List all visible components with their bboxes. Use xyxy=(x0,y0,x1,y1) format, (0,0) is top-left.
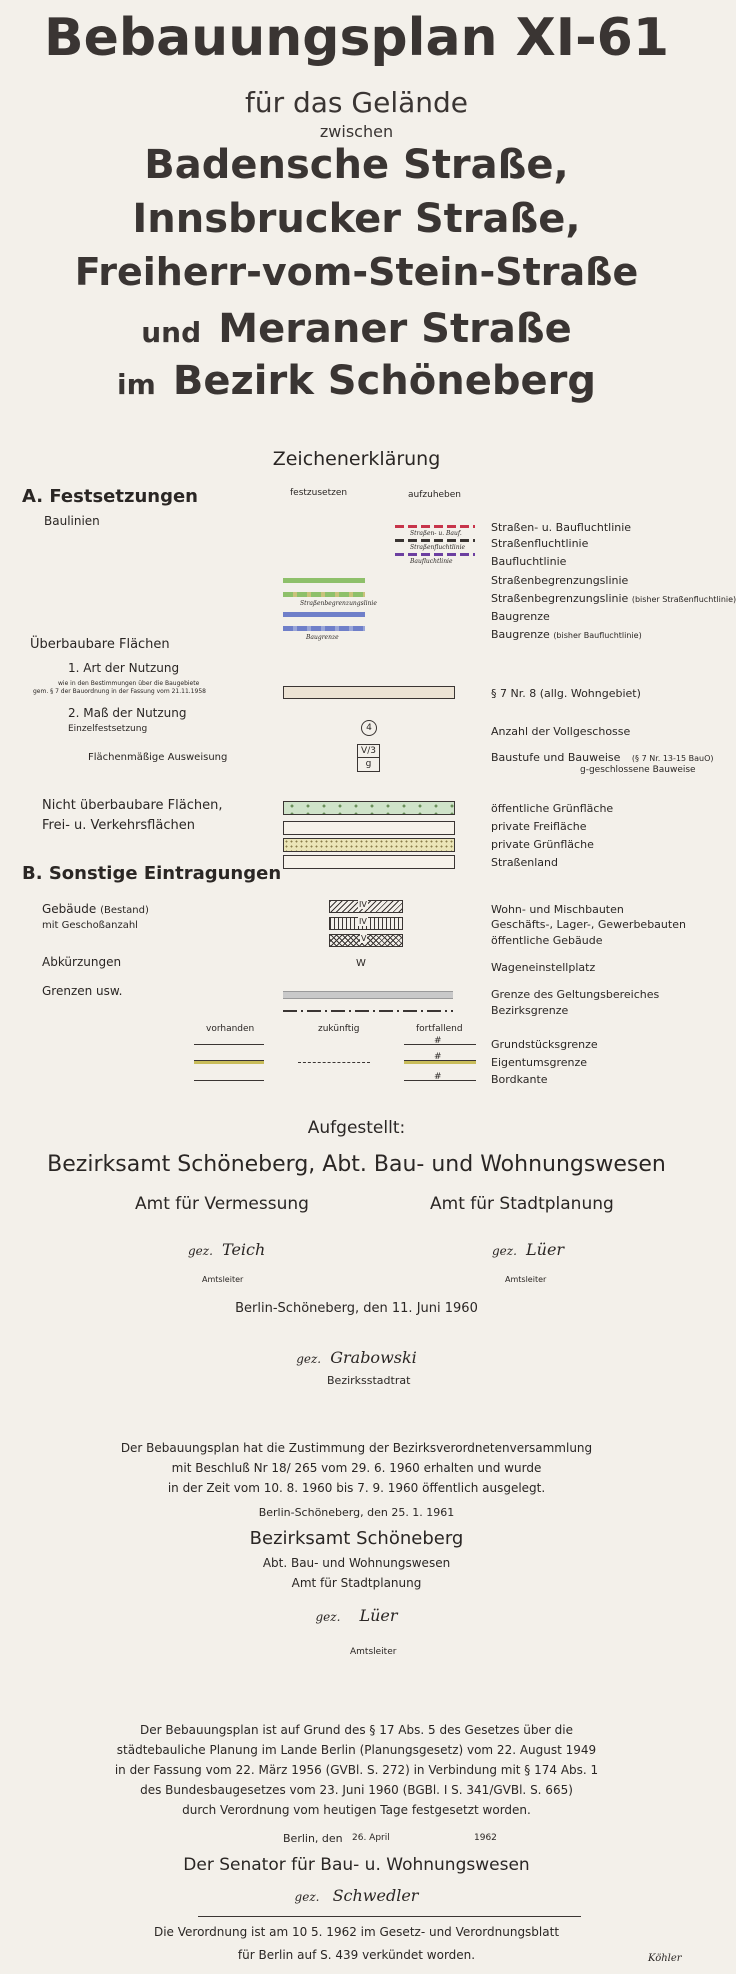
approval2-date: Berlin-Schöneberg, den 25. 1. 1961 xyxy=(258,1506,455,1519)
title-line-2: für das Gelände xyxy=(244,86,469,119)
approval2-office: Amt für Stadtplanung xyxy=(291,1576,422,1590)
symbol-strassenland xyxy=(283,855,455,869)
geb-number-2: IV xyxy=(359,917,367,926)
label-gewerbebauten: Geschäfts-, Lager-, Gewerbebauten xyxy=(491,918,686,931)
note-bisher-baufluchtlinie: (bisher Baufluchtlinie) xyxy=(553,631,642,640)
symbol-wohnbauten xyxy=(329,900,403,913)
tiny-aufzuheben-3: Baufluchtlinie xyxy=(410,558,453,565)
col-zukuenftig: zukünftig xyxy=(318,1024,360,1034)
label-strassenbegrenzungslinie: Straßenbegrenzungslinie xyxy=(491,574,629,587)
section-b-heading: B. Sonstige Eintragungen xyxy=(22,863,282,884)
role-bezirksstadtrat: Bezirksstadtrat xyxy=(327,1374,411,1387)
signature-lueer-2 xyxy=(0,1606,713,1625)
symbol-vollgeschosse: 4 xyxy=(361,720,377,736)
plan-title: Bebauungsplan XI-61 xyxy=(43,8,670,68)
footer-line-1: Die Verordnung ist am 10 5. 1962 im Gesetz- und Verordnungsblatt xyxy=(153,1925,560,1939)
bauweise-note: g-geschlossene Bauweise xyxy=(580,765,696,775)
symbol-geltungsbereich xyxy=(283,991,453,999)
signature-lueer xyxy=(492,1240,564,1259)
eigentum-zukuenftig xyxy=(298,1062,370,1063)
label-baugrenze-2 xyxy=(491,628,642,641)
art-note-1: wie in den Bestimmungen über die Baugebiete xyxy=(58,680,200,687)
role-amtsleiter-right: Amtsleiter xyxy=(505,1275,547,1284)
einzel-label: Einzelfestsetzung xyxy=(68,724,148,734)
gebaeude-heading xyxy=(42,902,149,916)
geb-number-3: V xyxy=(361,934,367,943)
label-wageneinstellplatz: Wageneinstellplatz xyxy=(491,961,596,974)
ueberbaubare-heading: Überbaubare Flächen xyxy=(30,637,170,652)
gez-teich: gez. xyxy=(188,1244,213,1258)
approval2-authority: Bezirksamt Schöneberg xyxy=(249,1528,464,1549)
baustufe-bottom: g xyxy=(365,759,372,769)
approval3-line-1: Der Bebauungsplan ist auf Grund des § 17 Abs. 5 des Gesetzes über die xyxy=(140,1723,573,1737)
tiny-festzusetzen-1: Straßenbegrenzungslinie xyxy=(300,600,377,607)
approval2-line-3: in der Zeit vom 10. 8. 1960 bis 7. 9. 1960 öffentlich ausgelegt. xyxy=(167,1481,546,1495)
signature-teich xyxy=(188,1240,265,1259)
label-private-freiflaeche: private Freifläche xyxy=(491,820,587,833)
signature-grabowski xyxy=(0,1348,713,1367)
symbol-wageneinstellplatz: W xyxy=(356,958,366,969)
gebaeude-label: Gebäude xyxy=(42,902,97,916)
date-1960: Berlin-Schöneberg, den 11. Juni 1960 xyxy=(235,1301,478,1316)
baulinien-label: Baulinien xyxy=(44,514,100,528)
label-baugrenze: Baugrenze xyxy=(491,610,550,623)
grundstueck-vorhanden xyxy=(194,1044,264,1045)
approval3-date-day: 26. April xyxy=(352,1833,390,1843)
title-line-3: zwischen xyxy=(319,122,394,141)
label-geltungsbereich: Grenze des Geltungsbereiches xyxy=(491,988,660,1001)
gez-lueer-2: gez. xyxy=(315,1610,341,1624)
bestand-label: (Bestand) xyxy=(100,905,149,916)
frei-verkehrsflaechen-heading: Frei- u. Verkehrsflächen xyxy=(42,818,195,833)
footer-line-2: für Berlin auf S. 439 verkündet worden. xyxy=(237,1948,476,1962)
title-und: und xyxy=(141,316,202,349)
symbol-baufluchtlinie-old xyxy=(395,553,475,556)
label-private-gruenflaeche: private Grünfläche xyxy=(491,838,594,851)
title-street-1: Badensche Straße, xyxy=(144,142,569,188)
label-oeffentliche-gruenflaeche: öffentliche Grünfläche xyxy=(491,802,614,815)
symbol-allg-wohngebiet xyxy=(283,686,455,699)
label-eigentumsgrenze: Eigentumsgrenze xyxy=(491,1056,588,1069)
nicht-ueberbaubare-heading: Nicht überbaubare Flächen, xyxy=(42,798,223,813)
approval3-line-4: des Bundesbaugesetzes vom 23. Juni 1960 (BGBl. I S. 341/GVBl. S. 665) xyxy=(140,1783,573,1797)
col-aufzuheben: aufzuheben xyxy=(408,490,462,500)
symbol-strassen-baufluchtlinie-old xyxy=(395,525,475,528)
sig-grabowski: Grabowski xyxy=(330,1348,417,1367)
symbol-strassenbegrenzungslinie xyxy=(283,578,365,583)
label-vollgeschosse: Anzahl der Vollgeschosse xyxy=(491,725,631,738)
symbol-oeffentliche-gebaeude xyxy=(329,934,403,947)
label-baustufe xyxy=(491,751,714,764)
label-grundstuecksgrenze: Grundstücksgrenze xyxy=(491,1038,598,1051)
signature-schwedler xyxy=(0,1886,713,1905)
label-baugrenze-2-text: Baugrenze xyxy=(491,628,550,641)
symbol-private-freiflaeche xyxy=(283,821,455,835)
label-bordkante: Bordkante xyxy=(491,1073,548,1086)
sig-lueer: Lüer xyxy=(526,1240,565,1259)
gez-schwedler: gez. xyxy=(294,1890,320,1904)
col-festzusetzen: festzusetzen xyxy=(290,488,348,498)
bordkante-fortfallend-mark: # xyxy=(434,1072,442,1082)
symbol-oeffentliche-gruenflaeche xyxy=(283,801,455,815)
approval2-dept: Abt. Bau- und Wohnungswesen xyxy=(262,1556,451,1570)
approval3-line-3: in der Fassung vom 22. März 1956 (GVBl. S. 272) in Verbindung mit § 174 Abs. 1 xyxy=(114,1763,599,1777)
symbol-bezirksgrenze xyxy=(283,1010,453,1012)
symbol-private-gruenflaeche xyxy=(283,838,455,852)
abkuerzungen-heading: Abkürzungen xyxy=(42,955,122,969)
eigentum-vorhanden xyxy=(194,1060,264,1064)
note-bisher-strassenfluchtlinie: (bisher Straßenfluchtlinie) xyxy=(631,595,736,604)
label-baustufe-text: Baustufe und Bauweise xyxy=(491,751,621,764)
title-street-4 xyxy=(0,306,713,352)
sig-teich: Teich xyxy=(222,1240,266,1259)
eigentum-fortfallend-mark: # xyxy=(434,1052,442,1062)
aufgestellt-authority: Bezirksamt Schöneberg, Abt. Bau- und Wohnungswesen xyxy=(47,1152,666,1177)
label-strassenfluchtlinie: Straßenfluchtlinie xyxy=(491,537,589,550)
office-stadtplanung: Amt für Stadtplanung xyxy=(430,1194,614,1214)
tiny-festzusetzen-2: Baugrenze xyxy=(306,634,339,641)
approval3-date-prefix: Berlin, den xyxy=(283,1832,343,1845)
approval2-role: Amtsleiter xyxy=(350,1647,397,1657)
label-strassenbegrenzungslinie-2 xyxy=(491,592,736,605)
baustufe-top: V/3 xyxy=(358,745,379,758)
approval3-line-2: städtebauliche Planung im Lande Berlin (Planungsgesetz) vom 22. August 1949 xyxy=(116,1743,597,1757)
title-district xyxy=(0,358,713,404)
symbol-baugrenze xyxy=(283,612,365,617)
approval3-line-5: durch Verordnung vom heutigen Tage festgesetzt worden. xyxy=(182,1803,531,1817)
aufgestellt-heading: Aufgestellt: xyxy=(307,1118,406,1138)
geb-number-1: IV xyxy=(359,900,367,909)
gez-grabowski: gez. xyxy=(296,1352,322,1366)
baustufe-ref: (§ 7 Nr. 13-15 BauO) xyxy=(631,754,714,763)
grenzen-heading: Grenzen usw. xyxy=(42,984,123,998)
mass-heading: 2. Maß der Nutzung xyxy=(68,706,187,720)
grundstueck-fortfallend-mark: # xyxy=(434,1036,442,1046)
symbol-strassenbegrenzungslinie-bisher xyxy=(283,592,365,597)
footer-divider xyxy=(198,1916,581,1917)
tiny-aufzuheben-2: Straßenfluchtlinie xyxy=(410,544,466,551)
geschoss-label: mit Geschoßanzahl xyxy=(42,920,138,931)
role-amtsleiter-left: Amtsleiter xyxy=(202,1275,244,1284)
title-meraner: Meraner Straße xyxy=(218,306,572,352)
label-allg-wohngebiet: § 7 Nr. 8 (allg. Wohngebiet) xyxy=(491,687,641,700)
sig-schwedler: Schwedler xyxy=(332,1886,419,1905)
col-vorhanden: vorhanden xyxy=(206,1024,255,1034)
gez-lueer: gez. xyxy=(492,1244,517,1258)
legend-heading: Zeichenerklärung xyxy=(272,448,441,470)
symbol-strassenfluchtlinie-old xyxy=(395,539,475,542)
approval2-line-1: Der Bebauungsplan hat die Zustimmung der Bezirksverordnetenversammlung xyxy=(120,1441,593,1455)
title-street-2: Innsbrucker Straße, xyxy=(132,196,581,242)
label-oeffentliche-gebaeude: öffentliche Gebäude xyxy=(491,934,603,947)
bordkante-vorhanden xyxy=(194,1080,264,1081)
drafter-signature: Köhler xyxy=(648,1953,682,1964)
section-a-heading: A. Festsetzungen xyxy=(22,486,199,507)
title-im: im xyxy=(117,368,156,401)
label-strassenland: Straßenland xyxy=(491,856,558,869)
approval3-authority: Der Senator für Bau- u. Wohnungswesen xyxy=(183,1855,530,1875)
label-baufluchtlinie: Baufluchtlinie xyxy=(491,555,567,568)
art-note-2: gem. § 7 der Bauordnung in der Fassung vom 21.11.1958 xyxy=(33,688,206,695)
office-vermessung: Amt für Vermessung xyxy=(135,1194,309,1214)
tiny-aufzuheben-1: Straßen- u. Bauf. xyxy=(410,530,462,537)
col-fortfallend: fortfallend xyxy=(416,1024,463,1034)
art-heading: 1. Art der Nutzung xyxy=(68,661,180,675)
symbol-baustufe xyxy=(357,744,380,772)
label-strassen-baufluchtlinie: Straßen- u. Baufluchtlinie xyxy=(491,521,632,534)
approval3-date-year: 1962 xyxy=(474,1833,497,1843)
title-street-3: Freiherr-vom-Stein-Straße xyxy=(74,250,639,294)
symbol-gewerbebauten xyxy=(329,917,403,930)
label-wohnbauten: Wohn- und Mischbauten xyxy=(491,903,624,916)
flaechen-label: Flächenmäßige Ausweisung xyxy=(88,752,228,763)
label-strassenbegrenzungslinie-2-text: Straßenbegrenzungslinie xyxy=(491,592,629,605)
sig-lueer-2: Lüer xyxy=(359,1606,398,1625)
approval2-line-2: mit Beschluß Nr 18/ 265 vom 29. 6. 1960 erhalten und wurde xyxy=(171,1461,542,1475)
title-bezirk: Bezirk Schöneberg xyxy=(172,358,596,404)
symbol-baugrenze-bisher xyxy=(283,626,365,631)
label-bezirksgrenze: Bezirksgrenze xyxy=(491,1004,569,1017)
